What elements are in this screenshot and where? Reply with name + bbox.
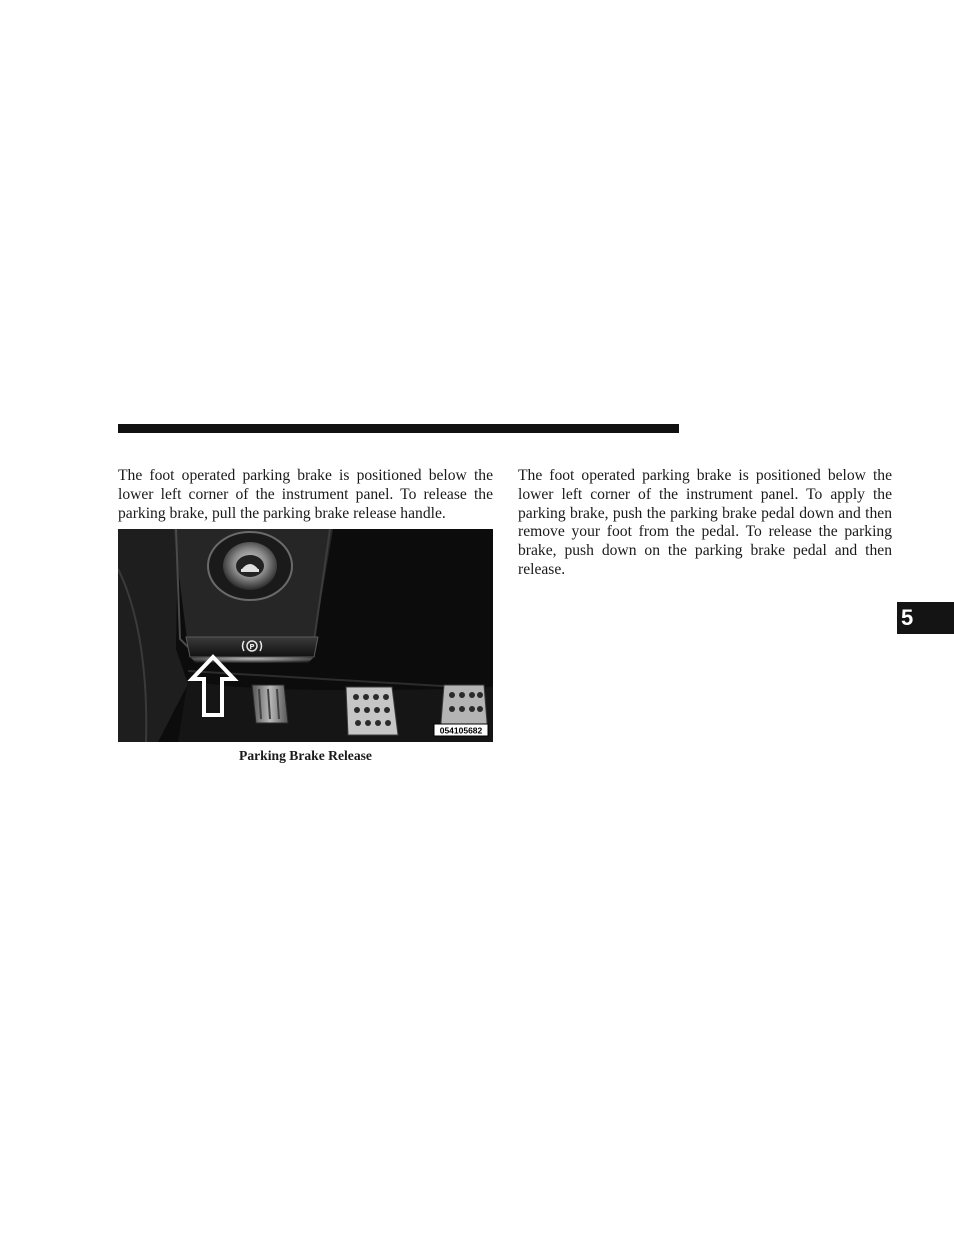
figure-code: 054105682 [439,725,483,736]
parking-brake-figure [118,529,493,742]
left-paragraph: The foot operated parking brake is positioned below the lower left corner of the instrument panel. To release the parking brake, pull the parking brake release handle. [118,467,493,522]
brake-pedal [346,687,398,735]
svg-text:P: P [249,643,255,651]
figure-code-label [434,724,488,736]
section-tab: 5 [897,602,954,634]
right-paragraph: The foot operated parking brake is positioned below the lower left corner of the instrument panel. To apply the parking brake, push the parking brake pedal down and then remove your foot from the pedal. To release the parking brake, push down on the parking brake pedal and then release. [518,467,892,578]
figure-caption: Parking Brake Release [239,748,372,763]
dash-background [118,529,493,742]
hood-release-icon [208,532,292,600]
parking-brake-pedal [252,685,288,723]
section-rule [118,424,679,433]
